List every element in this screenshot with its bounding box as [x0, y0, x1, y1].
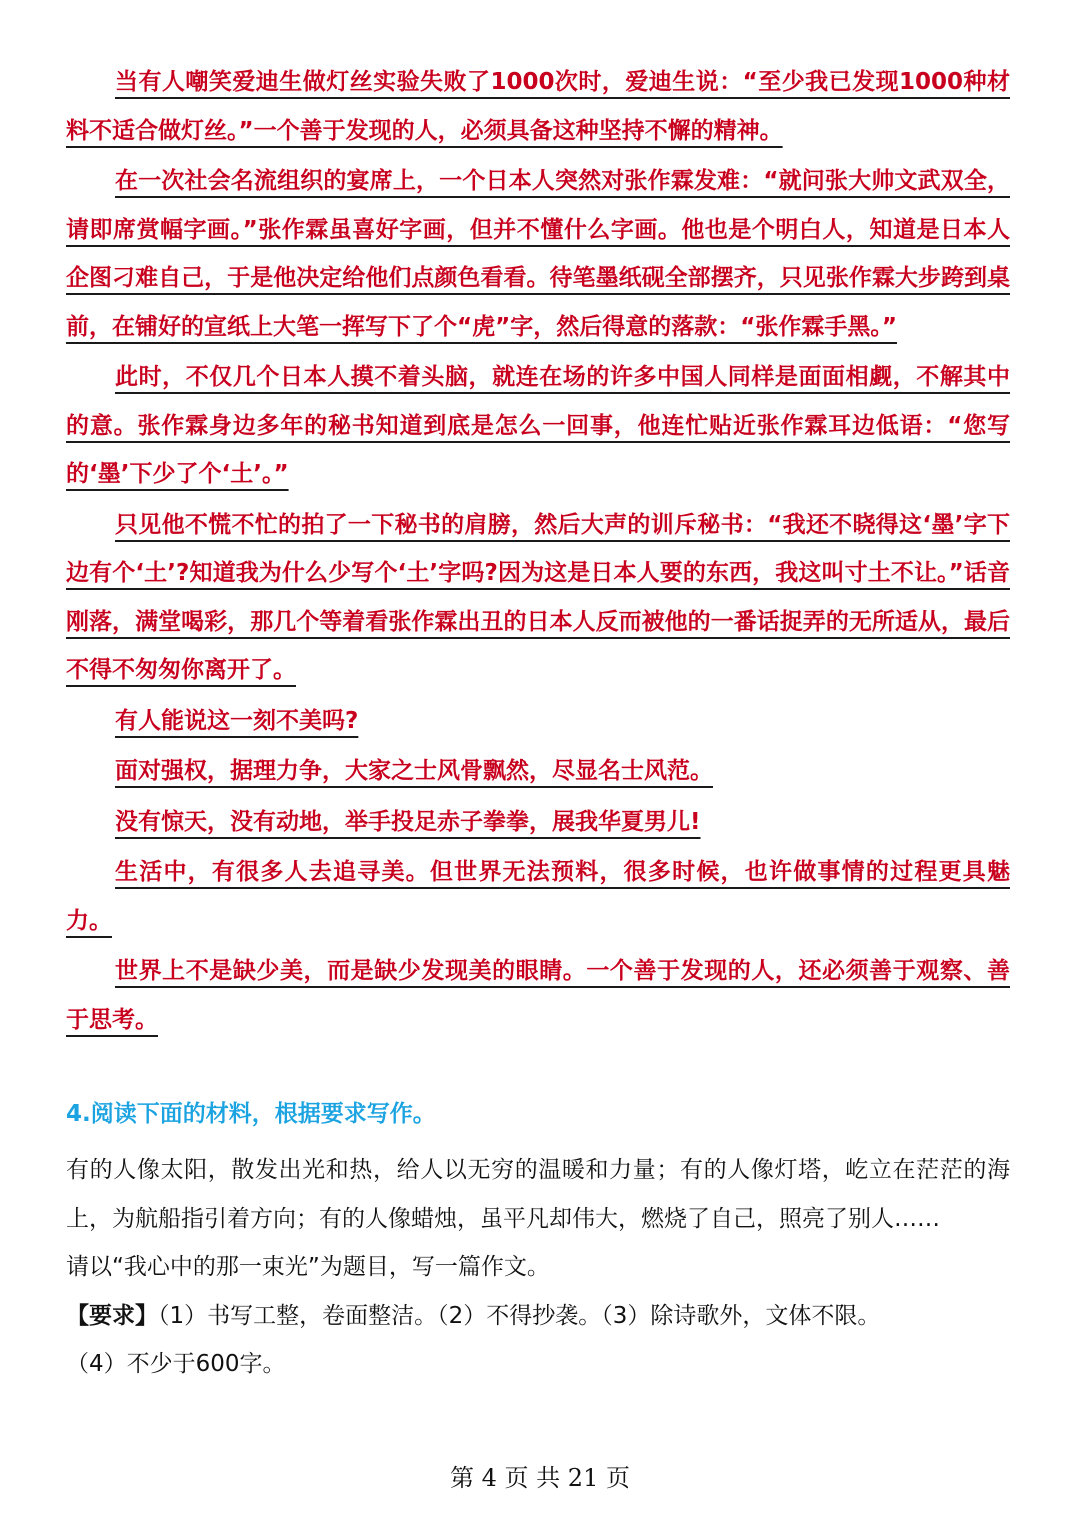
essay-paragraph: 世界上不是缺少美，而是缺少发现美的眼睛。一个善于发现的人，还必须善于观察、善于思考。 — [66, 958, 1010, 1033]
requirements-line-1: （1）书写工整，卷面整洁。（2）不得抄袭。（3）除诗歌外，文体不限。 — [158, 1302, 881, 1329]
model-essay — [66, 58, 1010, 1046]
essay-paragraph: 只见他不慌不忙的拍了一下秘书的肩膀，然后大声的训斥秘书：“我还不晓得这‘墨’字下边有个‘土’?知道我为什么少写个‘土’字吗?因为这是日本人要的东西，我这叫寸土不让。”话音刚落，满堂喝彩，那几个等着看张作霖出丑的日本人反而被他的一番话捉弄的无所适从，最后不得不匆匆你离开了。 — [66, 511, 1010, 683]
question-requirements — [66, 1292, 1010, 1341]
question-heading: 4.阅读下面的材料，根据要求写作。 — [66, 1101, 436, 1127]
essay-paragraph: 没有惊天，没有动地，举手投足赤子拳拳，展我华夏男儿! — [115, 808, 701, 835]
essay-paragraph: 面对强权，据理力争，大家之士风骨飘然，尽显名士风范。 — [115, 758, 713, 784]
essay-paragraph: 生活中，有很多人去追寻美。但世界无法预料，很多时候，也许做事情的过程更具魅力。 — [66, 859, 1010, 934]
page-number: 第 4 页 共 21 页 — [450, 1464, 630, 1492]
writing-question — [66, 1090, 1010, 1389]
essay-paragraph: 有人能说这一刻不美吗? — [115, 707, 359, 734]
question-material: 有的人像太阳，散发出光和热，给人以无穷的温暖和力量；有的人像灯塔，屹立在茫茫的海上，为航船指引着方向；有的人像蜡烛，虽平凡却伟大，燃烧了自己，照亮了别人…… — [66, 1157, 1010, 1232]
question-requirements-continued: （4）不少于600字。 — [66, 1351, 286, 1377]
essay-paragraph: 在一次社会名流组织的宴席上，一个日本人突然对张作霖发难：“就问张大帅文武双全，请即席赏幅字画。”张作霖虽喜好字画，但并不懂什么字画。他也是个明白人，知道是日本人企图刁难自己，于是他决定给他们点颜色看看。待笔墨纸砚全部摆齐，只见张作霖大步跨到桌前，在铺好的宣纸上大笔一挥写下了个“虎”字，然后得意的落款：“张作霖手黑。” — [66, 168, 1010, 340]
essay-paragraph: 此时，不仅几个日本人摸不着头脑，就连在场的许多中国人同样是面面相觑，不解其中的意。张作霖身边多年的秘书知道到底是怎么一回事，他连忙贴近张作霖耳边低语：“您写的‘墨’下少了个‘土’。” — [66, 364, 1010, 487]
essay-paragraph: 当有人嘲笑爱迪生做灯丝实验失败了1000次时，爱迪生说：“至少我已发现1000种材料不适合做灯丝。”一个善于发现的人，必须具备这种坚持不懈的精神。 — [66, 69, 1010, 144]
requirements-tag: 【要求】 — [66, 1302, 158, 1329]
question-prompt: 请以“我心中的那一束光”为题目，写一篇作文。 — [66, 1254, 550, 1280]
